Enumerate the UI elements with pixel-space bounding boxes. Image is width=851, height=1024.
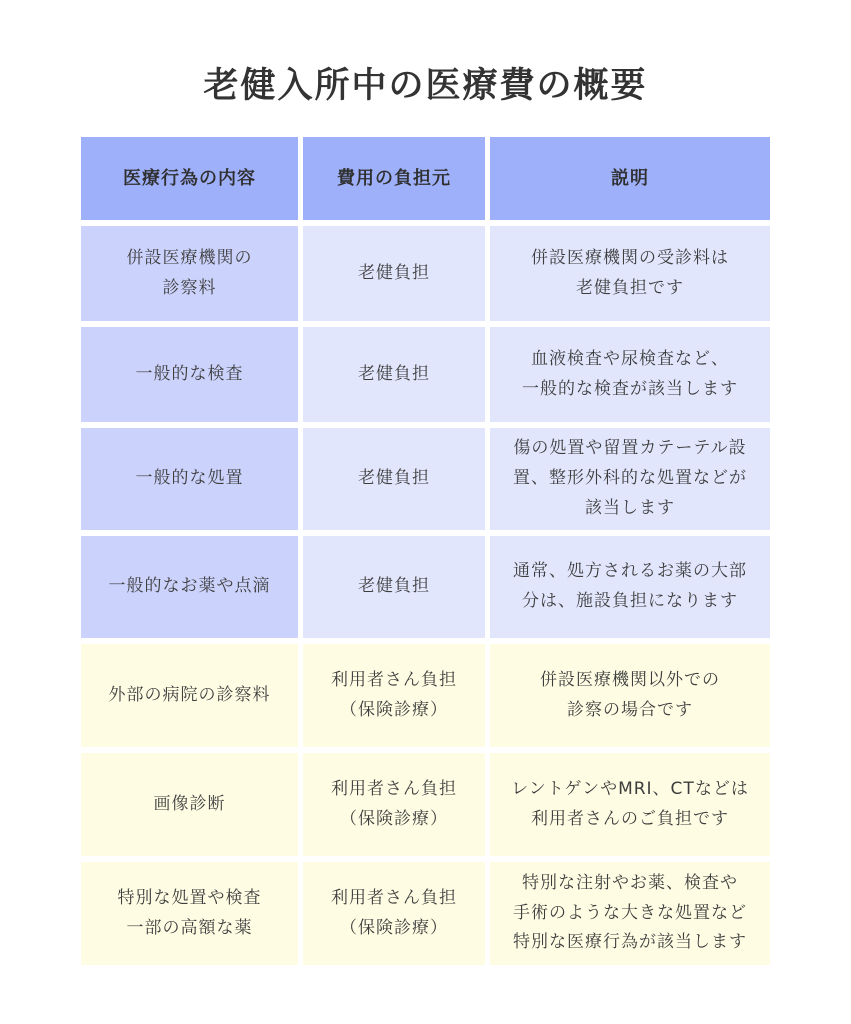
row-payer: 利用者さん負担 （保険診療） [303,753,485,856]
row-description: 併設医療機関の受診料は 老健負担です [490,226,770,321]
row-description: 傷の処置や留置カテーテル設 置、整形外科的な処置などが 該当します [490,428,770,530]
row-payer: 老健負担 [303,327,485,422]
row-content: 併設医療機関の 診察料 [81,226,298,321]
row-content: 一般的な処置 [81,428,298,530]
row-description: 血液検査や尿検査など、 一般的な検査が該当します [490,327,770,422]
header-content: 医療行為の内容 [81,137,298,220]
row-content: 画像診断 [81,753,298,856]
row-content: 外部の病院の診察料 [81,644,298,747]
row-content: 特別な処置や検査 一部の高額な薬 [81,862,298,965]
row-payer: 老健負担 [303,536,485,638]
row-payer: 老健負担 [303,428,485,530]
header-payer: 費用の負担元 [303,137,485,220]
row-description: 併設医療機関以外での 診察の場合です [490,644,770,747]
row-payer: 利用者さん負担 （保険診療） [303,644,485,747]
medical-cost-table [81,137,770,965]
header-description: 説明 [490,137,770,220]
row-description: 特別な注射やお薬、検査や 手術のような大きな処置など 特別な医療行為が該当します [490,862,770,965]
row-content: 一般的な検査 [81,327,298,422]
page-title: 老健入所中の医療費の概要 [203,66,648,106]
row-payer: 老健負担 [303,226,485,321]
row-description: レントゲンやMRI、CTなどは 利用者さんのご負担です [490,753,770,856]
row-content: 一般的なお薬や点滴 [81,536,298,638]
row-payer: 利用者さん負担 （保険診療） [303,862,485,965]
row-description: 通常、処方されるお薬の大部 分は、施設負担になります [490,536,770,638]
